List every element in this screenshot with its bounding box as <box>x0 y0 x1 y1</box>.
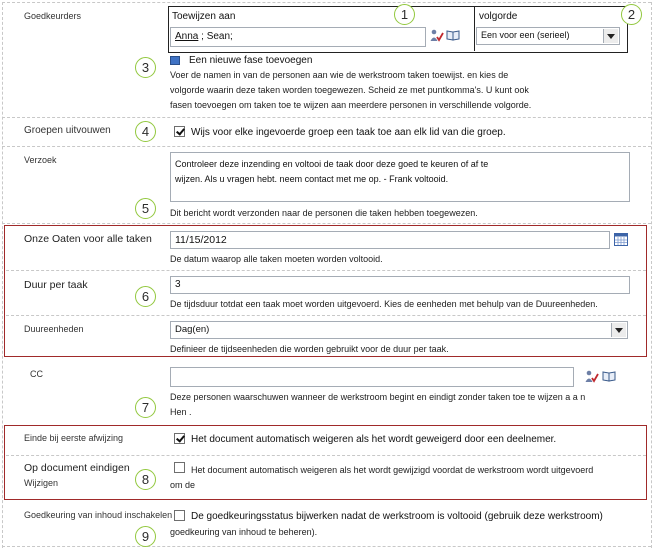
assign-to-field[interactable] <box>170 27 426 47</box>
end-on-change-label-2: Wijzigen <box>24 478 59 488</box>
end-on-change-text-1: Het document automatisch weigeren als het wordt gewijzigd voordat de werkstroom wordt uitgevoerd <box>191 465 594 475</box>
frame-top <box>2 2 651 3</box>
approvers-table-divider <box>474 6 475 51</box>
end-first-reject-checkbox[interactable] <box>174 433 185 444</box>
duration-value: 3 <box>175 279 181 290</box>
expand-groups-text: Wijs voor elke ingevoerde groep een taak toe aan elk lid van die groep. <box>191 127 506 138</box>
units-label: Duureenheden <box>24 324 84 334</box>
request-text-line-1: Controleer deze inzending en voltooi de taak door deze goed te keuren of af te <box>175 159 489 169</box>
row-divider <box>6 270 646 271</box>
cc-field[interactable] <box>170 367 574 387</box>
row-divider <box>2 146 651 147</box>
assign-to-header: Toewijzen aan <box>172 11 236 22</box>
callout-5: 5 <box>135 198 156 219</box>
assigned-person-sean[interactable]: Sean; <box>206 31 233 42</box>
end-first-reject-label: Einde bij eerste afwijzing <box>24 433 124 443</box>
callout-1: 1 <box>394 4 415 25</box>
check-names-icon[interactable] <box>430 29 444 42</box>
end-first-reject-text: Het document automatisch weigeren als het wordt geweigerd door een deelnemer. <box>191 434 557 445</box>
callout-9: 9 <box>135 526 156 547</box>
request-message-field[interactable] <box>170 152 630 202</box>
row-divider <box>2 117 651 118</box>
due-date-field[interactable] <box>170 231 610 249</box>
end-on-change-text-2: om de <box>170 480 196 490</box>
assigned-person-anna[interactable]: Anna <box>175 31 199 42</box>
expand-groups-label: Groepen uitvouwen <box>24 125 111 136</box>
assign-separator: ; <box>201 31 204 42</box>
content-approval-text-1: De goedkeuringsstatus bijwerken nadat de werkstroom is voltooid (gebruik deze werkstroom) <box>191 511 603 522</box>
units-select[interactable] <box>170 321 628 339</box>
cc-label: CC <box>30 369 43 379</box>
row-divider <box>6 315 646 316</box>
callout-8: 8 <box>135 469 156 490</box>
callout-6: 6 <box>135 286 156 307</box>
address-book-icon[interactable] <box>446 29 460 41</box>
calendar-icon[interactable] <box>614 233 628 246</box>
due-date-value: 11/15/2012 <box>175 234 227 246</box>
check-names-icon[interactable] <box>585 370 599 383</box>
add-stage-link[interactable]: Een nieuwe fase toevoegen <box>189 55 313 66</box>
callout-4: 4 <box>135 121 156 142</box>
content-approval-checkbox[interactable] <box>174 510 185 521</box>
add-stage-icon[interactable] <box>170 56 180 65</box>
row-divider <box>6 455 646 456</box>
content-approval-label: Goedkeuring van inhoud inschakelen <box>24 510 173 520</box>
row-divider <box>2 223 651 224</box>
approvers-desc-1: Voer de namen in van de personen aan wie de werkstroom taken toewijst. en kies de <box>170 70 509 80</box>
order-select[interactable] <box>476 27 620 45</box>
callout-7: 7 <box>135 397 156 418</box>
duration-field[interactable] <box>170 276 630 294</box>
frame-right <box>651 2 652 548</box>
cc-desc-2: Hen . <box>170 407 192 417</box>
request-label: Verzoek <box>24 155 57 165</box>
order-select-value: Een voor een (serieel) <box>481 30 570 40</box>
frame-bottom <box>2 546 651 547</box>
duration-desc: De tijdsduur totdat een taak moet worden uitgevoerd. Kies de eenheden met behulp van de Duureenheden. <box>170 299 598 309</box>
callout-3: 3 <box>135 57 156 78</box>
chevron-down-icon[interactable] <box>611 323 626 337</box>
units-desc: Definieer de tijdseenheden die worden gebruikt voor de duur per taak. <box>170 344 449 354</box>
cc-desc-1: Deze personen waarschuwen wanneer de werkstroom begint en eindigt zonder taken toe te wijzen a a n <box>170 392 586 402</box>
end-on-change-checkbox[interactable] <box>174 462 185 473</box>
callout-2: 2 <box>621 4 642 25</box>
approvers-desc-2: volgorde waarin deze taken worden toegewezen. Scheid ze met puntkomma's. U kunt ook <box>170 85 529 95</box>
due-date-label: Onze Oaten voor alle taken <box>24 233 152 245</box>
address-book-icon[interactable] <box>602 370 616 382</box>
order-header: volgorde <box>479 11 518 22</box>
approvers-label: Goedkeurders <box>24 11 82 21</box>
request-text-line-2: wijzen. Als u vragen hebt. neem contact met me op. - Frank voltooid. <box>175 174 449 184</box>
content-approval-text-2: goedkeuring van inhoud te beheren). <box>170 527 318 537</box>
expand-groups-checkbox[interactable] <box>174 126 185 137</box>
frame-left <box>2 2 3 548</box>
request-desc: Dit bericht wordt verzonden naar de personen die taken hebben toegewezen. <box>170 208 478 218</box>
due-date-desc: De datum waarop alle taken moeten worden voltooid. <box>170 254 383 264</box>
end-on-change-label-1: Op document eindigen <box>24 462 130 474</box>
units-select-value: Dag(en) <box>175 324 210 335</box>
duration-label: Duur per taak <box>24 279 88 291</box>
chevron-down-icon[interactable] <box>603 29 618 43</box>
approvers-desc-3: fasen toevoegen om taken toe te wijzen aan meerdere personen in verschillende volgorde. <box>170 100 532 110</box>
